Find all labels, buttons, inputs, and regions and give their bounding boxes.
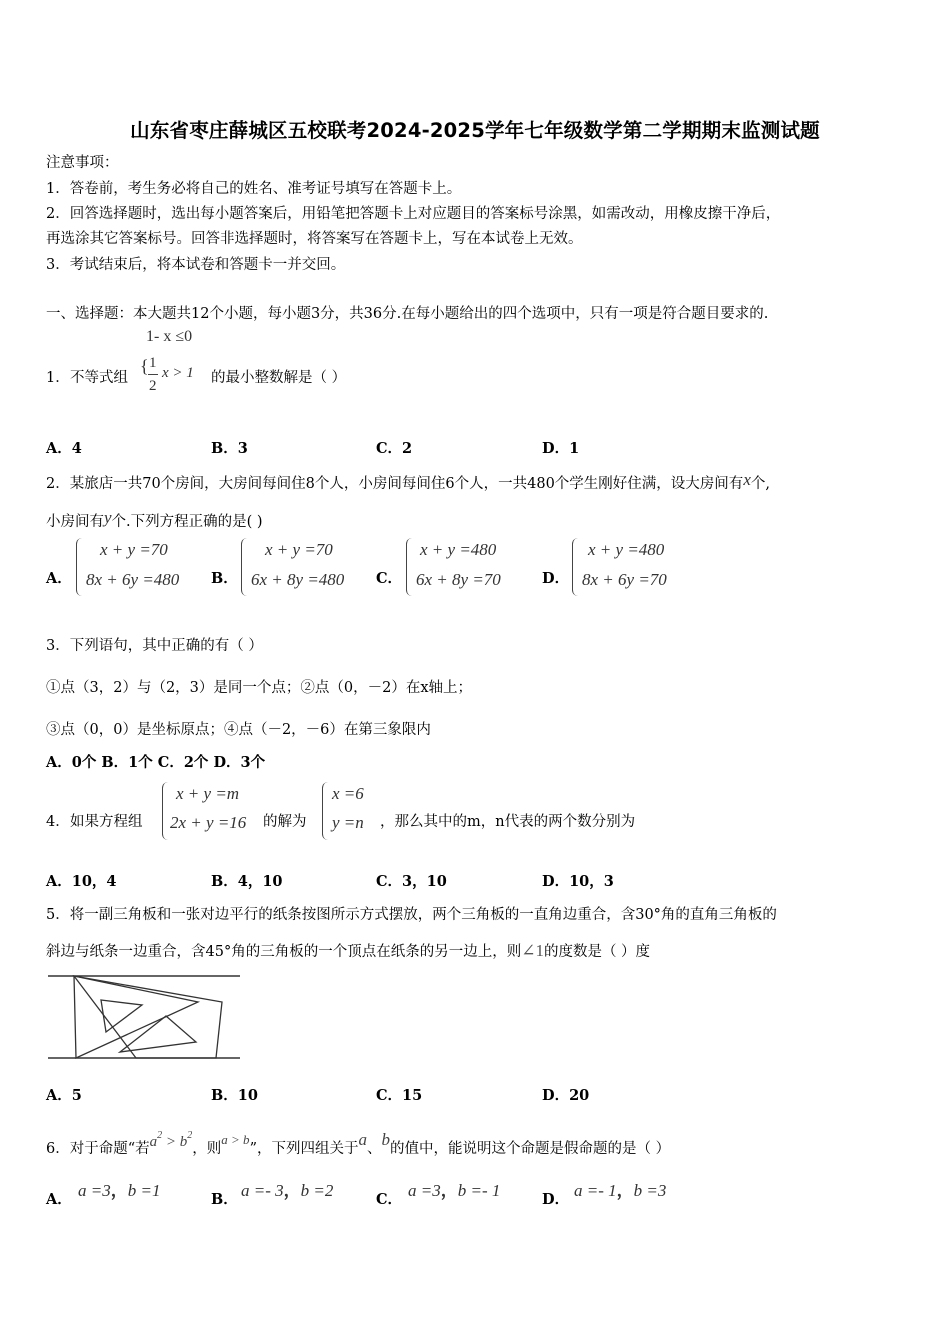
exponent: 2 <box>157 1130 163 1141</box>
section-heading: 一、选择题：本大题共12个小题，每小题3分，共36分.在每小题给出的四个选项中，只有一项是符合题目要求的. <box>46 306 769 322</box>
option-c[interactable]: C．3，10 <box>376 873 447 890</box>
question-stem: ，那么其中的m，n代表的两个数分别为 <box>380 814 636 830</box>
option-a-label[interactable]: A． <box>46 1191 72 1208</box>
option-c-values[interactable]: a =3，b =- 1 <box>408 1181 501 1200</box>
equation-row: x + y =70 <box>100 540 168 559</box>
option-a-label[interactable]: A． <box>46 570 72 587</box>
notice-item: 再选涂其它答案标号。回答非选择题时，将答案写在答题卡上，写在本试卷上无效。 <box>46 231 583 247</box>
question-stem: 的最小整数解是（ ） <box>211 370 347 386</box>
equation-row: 8x + 6y =480 <box>86 570 180 589</box>
condition-expression <box>149 1130 193 1150</box>
option-d-system[interactable] <box>572 538 697 596</box>
exponent: 2 <box>187 1130 193 1141</box>
variable-a: a <box>358 1130 367 1149</box>
stem-text: 的度数是（ ）度 <box>543 944 651 960</box>
option-c[interactable]: C．15 <box>376 1087 423 1104</box>
question-stem: 如果方程组 <box>70 814 143 830</box>
option-b-label[interactable]: B． <box>211 1191 238 1208</box>
option-c-label[interactable]: C． <box>376 1191 403 1208</box>
option-d[interactable]: D．1 <box>542 440 580 457</box>
angle-symbol: ∠1 <box>521 941 544 960</box>
equation-row: x + y =480 <box>588 540 665 559</box>
page-title: 山东省枣庄薛城区五校联考2024-2025学年七年级数学第二学期期末监测试题 <box>130 119 820 142</box>
option-a[interactable]: A．5 <box>46 1087 82 1104</box>
variable-x: x <box>743 470 751 489</box>
option-a-values[interactable]: a =3，b =1 <box>78 1181 161 1200</box>
var-b: b <box>179 1134 188 1150</box>
option-c-label[interactable]: C． <box>376 570 403 587</box>
brace-shape <box>76 538 83 596</box>
question-number: 6． <box>46 1141 70 1157</box>
inequality-row: x > 1 <box>162 365 194 381</box>
equation-row: x + y =480 <box>420 540 497 559</box>
stem-text: 斜边与纸条一边重合，含45°角的三角板的一个顶点在纸条的另一边上，则 <box>46 944 522 960</box>
question-stem: 的解为 <box>263 814 307 830</box>
stem-text: ”，下列四组关于 <box>249 1141 359 1157</box>
variable-b: b <box>381 1130 390 1149</box>
solution-system <box>322 782 377 840</box>
question-stem: 5．将一副三角板和一张对边平行的纸条按图所示方式摆放，两个三角板的一直角边重合，含30°角的直角三角板的 <box>46 907 777 923</box>
brace-shape <box>322 782 329 840</box>
option-d[interactable]: D．10，3 <box>542 873 614 890</box>
brace-shape <box>572 538 579 596</box>
variable-y: y <box>104 508 112 527</box>
equation-row: x + y =m <box>176 784 240 803</box>
value-a: a =- 1 <box>574 1181 617 1200</box>
equation-row: y =n <box>332 813 364 832</box>
statement-line: ③点（0，0）是坐标原点；④点（－2，－6）在第三象限内 <box>46 722 431 738</box>
brace-glyph: { <box>140 356 149 376</box>
option-d[interactable]: D．20 <box>542 1087 590 1104</box>
stem-text: 个, <box>750 476 770 492</box>
option-a[interactable]: A．4 <box>46 440 82 457</box>
option-b-values[interactable]: a =- 3，b =2 <box>241 1181 334 1200</box>
stem-text: 的值中，能说明这个命题是假命题的是（ ） <box>389 1141 671 1157</box>
value-a: a =3 <box>78 1181 111 1200</box>
statement-line: ①点（3，2）与（2，3）是同一个点；②点（0，－2）在x轴上； <box>46 680 473 696</box>
equation-row: 8x + 6y =70 <box>582 570 667 589</box>
option-b[interactable]: B．3 <box>211 440 248 457</box>
stem-text: 2．某旅店一共70个房间，大房间每间住8个人，小房间每间住6个人，一共480个学生刚好住满，设大房间有 <box>46 476 744 492</box>
options-line[interactable]: A．0个 B．1个 C．2个 D．3个 <box>46 754 266 771</box>
fraction-denominator: 2 <box>149 378 157 394</box>
inequality-row: 1- x ≤0 <box>146 328 193 345</box>
value-b: b =2 <box>300 1181 334 1200</box>
equation-row: 6x + 8y =480 <box>251 570 345 589</box>
triangle-45 <box>74 976 198 1058</box>
notice-item: 3．考试结束后，将本试卷和答题卡一并交回。 <box>46 257 346 273</box>
fraction-numerator: 1 <box>149 355 157 371</box>
fraction-bar <box>148 374 158 375</box>
value-b: b =3 <box>633 1181 667 1200</box>
option-c[interactable]: C．2 <box>376 440 413 457</box>
question-number: 1． <box>46 370 70 386</box>
gt-sign: > <box>162 1134 180 1150</box>
notice-item: 1．答卷前，考生务必将自己的姓名、准考证号填写在答题卡上。 <box>46 181 462 197</box>
equation-row: 2x + y =16 <box>170 813 247 832</box>
question-stem: 不等式组 <box>70 370 128 386</box>
notice-heading: 注意事项： <box>46 155 119 171</box>
triangle-ruler-figure <box>46 972 244 1064</box>
stem-text: 小房间有 <box>46 514 104 530</box>
inequality-system <box>140 328 212 400</box>
equation-row: x =6 <box>332 784 364 803</box>
brace-shape <box>406 538 413 596</box>
option-b-label[interactable]: B． <box>211 570 238 587</box>
stem-text: ，则 <box>192 1141 222 1157</box>
value-b: b =1 <box>127 1181 161 1200</box>
notice-item: 2．回答选择题时，选出每小题答案后，用铅笔把答题卡上对应题目的答案标号涂黑，如需改动，用橡皮擦干净后， <box>46 206 781 222</box>
var-a: a <box>149 1134 158 1150</box>
option-b[interactable]: B．10 <box>211 1087 258 1104</box>
option-b-system[interactable] <box>241 538 366 596</box>
option-a[interactable]: A．10，4 <box>46 873 117 890</box>
equation-row: 6x + 8y =70 <box>416 570 501 589</box>
conclusion-expression: a > b <box>221 1132 250 1147</box>
equation-row: x + y =70 <box>265 540 333 559</box>
question-stem <box>46 940 650 961</box>
triangle-30-60 <box>74 976 222 1058</box>
stem-text: 个.下列方程正确的是( ) <box>111 514 263 530</box>
option-a-system[interactable] <box>76 538 201 596</box>
option-d-values[interactable]: a =- 1，b =3 <box>574 1181 667 1200</box>
question-number: 4． <box>46 814 70 830</box>
question-stem <box>46 1130 670 1158</box>
brace-shape <box>162 782 169 840</box>
value-a: a =3 <box>408 1181 441 1200</box>
brace-shape <box>241 538 248 596</box>
equation-system <box>162 782 260 840</box>
option-b[interactable]: B．4，10 <box>211 873 283 890</box>
value-b: b =- 1 <box>457 1181 501 1200</box>
question-stem <box>46 470 770 493</box>
question-stem: 3．下列语句，其中正确的有（ ） <box>46 638 263 654</box>
option-d-label[interactable]: D． <box>542 1191 570 1208</box>
option-c-system[interactable] <box>406 538 531 596</box>
option-d-label[interactable]: D． <box>542 570 570 587</box>
value-a: a =- 3 <box>241 1181 284 1200</box>
stem-text: 、 <box>366 1141 382 1157</box>
stem-text: 对于命题“若 <box>69 1141 150 1157</box>
question-stem <box>46 508 263 531</box>
